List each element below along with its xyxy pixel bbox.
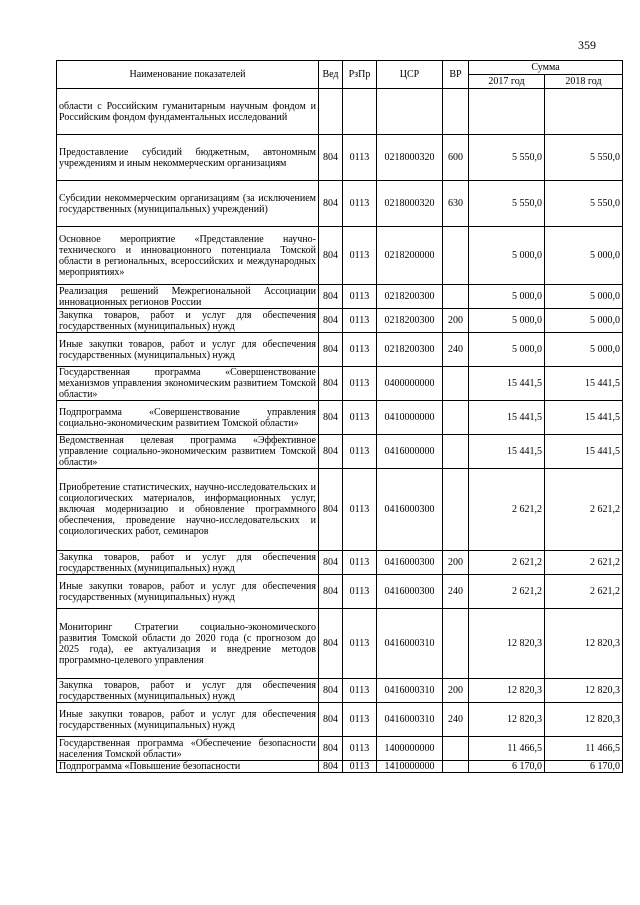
- row-2017-cell: 15 441,5: [469, 435, 545, 469]
- row-2017-cell: 2 621,2: [469, 551, 545, 575]
- row-csr-cell: 0416000310: [377, 679, 443, 703]
- row-rzpr-cell: 0113: [343, 679, 377, 703]
- row-2018-cell: 5 550,0: [545, 135, 623, 181]
- row-name-cell: Закупка товаров, работ и услуг для обеспечения государственных (муниципальных) нужд: [57, 309, 319, 333]
- row-ved-cell: 804: [319, 469, 343, 551]
- row-2018-cell: 5 000,0: [545, 309, 623, 333]
- row-csr-cell: 0218200000: [377, 227, 443, 285]
- row-csr-cell: [377, 89, 443, 135]
- row-vr-cell: 600: [443, 135, 469, 181]
- row-rzpr-cell: 0113: [343, 575, 377, 609]
- row-rzpr-cell: 0113: [343, 367, 377, 401]
- row-2018-cell: 15 441,5: [545, 367, 623, 401]
- row-csr-cell: 0416000300: [377, 469, 443, 551]
- row-vr-cell: [443, 435, 469, 469]
- row-vr-cell: 240: [443, 703, 469, 737]
- row-ved-cell: 804: [319, 309, 343, 333]
- row-ved-cell: 804: [319, 181, 343, 227]
- row-rzpr-cell: [343, 89, 377, 135]
- row-name-cell: Государственная программа «Совершенствование механизмов управления экономическим развитием Томской области»: [57, 367, 319, 401]
- row-2017-cell: 5 000,0: [469, 285, 545, 309]
- header-year-2018: 2018 год: [545, 75, 623, 89]
- page-number: 359: [578, 38, 596, 52]
- row-vr-cell: [443, 285, 469, 309]
- table-row: [57, 227, 623, 285]
- row-vr-cell: 200: [443, 309, 469, 333]
- row-2018-cell: 12 820,3: [545, 679, 623, 703]
- table-row: [57, 367, 623, 401]
- row-ved-cell: 804: [319, 551, 343, 575]
- row-rzpr-cell: 0113: [343, 469, 377, 551]
- header-rzpr: РзПр: [343, 61, 377, 89]
- row-rzpr-cell: 0113: [343, 227, 377, 285]
- row-rzpr-cell: 0113: [343, 435, 377, 469]
- row-csr-cell: 1400000000: [377, 737, 443, 761]
- table-row: [57, 135, 623, 181]
- row-rzpr-cell: 0113: [343, 737, 377, 761]
- header-ved: Вед: [319, 61, 343, 89]
- row-2017-cell: 15 441,5: [469, 401, 545, 435]
- row-csr-cell: 0218200300: [377, 333, 443, 367]
- row-rzpr-cell: 0113: [343, 401, 377, 435]
- row-ved-cell: 804: [319, 575, 343, 609]
- row-2017-cell: 12 820,3: [469, 609, 545, 679]
- row-vr-cell: [443, 367, 469, 401]
- row-csr-cell: 0218000320: [377, 181, 443, 227]
- row-ved-cell: 804: [319, 285, 343, 309]
- row-2018-cell: 5 550,0: [545, 181, 623, 227]
- header-sum: Сумма: [469, 61, 623, 75]
- table-row: [57, 469, 623, 551]
- row-name-cell: Предоставление субсидий бюджетным, автономным учреждениям и иным некоммерческим организациям: [57, 135, 319, 181]
- row-vr-cell: 630: [443, 181, 469, 227]
- row-2017-cell: [469, 89, 545, 135]
- row-vr-cell: [443, 737, 469, 761]
- row-ved-cell: [319, 89, 343, 135]
- row-2017-cell: 6 170,0: [469, 761, 545, 773]
- row-name-cell: Ведомственная целевая программа «Эффективное управление социально-экономическим развитием Томской области»: [57, 435, 319, 469]
- row-2018-cell: [545, 89, 623, 135]
- row-ved-cell: 804: [319, 761, 343, 773]
- row-2017-cell: 5 000,0: [469, 309, 545, 333]
- table-row: [57, 181, 623, 227]
- row-csr-cell: 1410000000: [377, 761, 443, 773]
- header-vr: ВР: [443, 61, 469, 89]
- row-vr-cell: 240: [443, 333, 469, 367]
- table-row: [57, 551, 623, 575]
- row-2017-cell: 5 550,0: [469, 181, 545, 227]
- row-vr-cell: [443, 401, 469, 435]
- table-row: [57, 333, 623, 367]
- row-ved-cell: 804: [319, 737, 343, 761]
- row-2017-cell: 2 621,2: [469, 575, 545, 609]
- row-vr-cell: [443, 609, 469, 679]
- row-name-cell: Иные закупки товаров, работ и услуг для обеспечения государственных (муниципальных) нужд: [57, 333, 319, 367]
- row-name-cell: Закупка товаров, работ и услуг для обеспечения государственных (муниципальных) нужд: [57, 679, 319, 703]
- row-2017-cell: 2 621,2: [469, 469, 545, 551]
- row-name-cell: Реализация решений Межрегиональной Ассоциации инновационных регионов России: [57, 285, 319, 309]
- row-csr-cell: 0218000320: [377, 135, 443, 181]
- row-ved-cell: 804: [319, 333, 343, 367]
- row-csr-cell: 0416000310: [377, 609, 443, 679]
- row-ved-cell: 804: [319, 227, 343, 285]
- row-name-cell: Основное мероприятие «Представление научно-технического и инновационного потенциала Томской области в региональных, всероссийских и международных мероприятиях»: [57, 227, 319, 285]
- table-row: [57, 401, 623, 435]
- row-name-cell: Подпрограмма «Совершенствование управления социально-экономическим развитием Томской области»: [57, 401, 319, 435]
- row-name-cell: области с Российским гуманитарным научным фондом и Российским фондом фундаментальных исследований: [57, 89, 319, 135]
- row-vr-cell: [443, 761, 469, 773]
- row-2018-cell: 12 820,3: [545, 609, 623, 679]
- row-2017-cell: 12 820,3: [469, 703, 545, 737]
- row-2018-cell: 11 466,5: [545, 737, 623, 761]
- row-ved-cell: 804: [319, 401, 343, 435]
- row-rzpr-cell: 0113: [343, 333, 377, 367]
- header-csr: ЦСР: [377, 61, 443, 89]
- row-rzpr-cell: 0113: [343, 285, 377, 309]
- row-2018-cell: 2 621,2: [545, 469, 623, 551]
- table-row: [57, 575, 623, 609]
- row-2018-cell: 5 000,0: [545, 227, 623, 285]
- row-ved-cell: 804: [319, 435, 343, 469]
- row-2017-cell: 12 820,3: [469, 679, 545, 703]
- row-name-cell: Иные закупки товаров, работ и услуг для обеспечения государственных (муниципальных) нужд: [57, 575, 319, 609]
- row-name-cell: Субсидии некоммерческим организациям (за исключением государственных (муниципальных) учреждений): [57, 181, 319, 227]
- row-csr-cell: 0410000000: [377, 401, 443, 435]
- budget-table: [56, 60, 623, 773]
- row-2018-cell: 15 441,5: [545, 435, 623, 469]
- row-name-cell: Иные закупки товаров, работ и услуг для обеспечения государственных (муниципальных) нужд: [57, 703, 319, 737]
- table-row: [57, 285, 623, 309]
- table-row: [57, 609, 623, 679]
- row-csr-cell: 0218200300: [377, 309, 443, 333]
- row-2018-cell: 2 621,2: [545, 551, 623, 575]
- row-name-cell: Мониторинг Стратегии социально-экономического развития Томской области до 2020 года (с прогнозом до 2025 года), ее актуализация и внедрение методов программно-целевого управления: [57, 609, 319, 679]
- row-csr-cell: 0416000300: [377, 575, 443, 609]
- row-csr-cell: 0400000000: [377, 367, 443, 401]
- row-rzpr-cell: 0113: [343, 181, 377, 227]
- row-2018-cell: 12 820,3: [545, 703, 623, 737]
- table-row: [57, 309, 623, 333]
- row-2017-cell: 5 000,0: [469, 333, 545, 367]
- row-ved-cell: 804: [319, 679, 343, 703]
- table-row: [57, 89, 623, 135]
- row-2017-cell: 11 466,5: [469, 737, 545, 761]
- row-csr-cell: 0416000310: [377, 703, 443, 737]
- row-name-cell: Государственная программа «Обеспечение безопасности населения Томской области»: [57, 737, 319, 761]
- row-vr-cell: [443, 89, 469, 135]
- row-2017-cell: 5 000,0: [469, 227, 545, 285]
- row-2017-cell: 5 550,0: [469, 135, 545, 181]
- header-year-2017: 2017 год: [469, 75, 545, 89]
- table-row: [57, 703, 623, 737]
- row-csr-cell: 0416000000: [377, 435, 443, 469]
- table-row: [57, 761, 623, 773]
- row-vr-cell: 200: [443, 551, 469, 575]
- row-ved-cell: 804: [319, 609, 343, 679]
- row-ved-cell: 804: [319, 135, 343, 181]
- row-rzpr-cell: 0113: [343, 761, 377, 773]
- row-rzpr-cell: 0113: [343, 703, 377, 737]
- row-2018-cell: 5 000,0: [545, 285, 623, 309]
- row-rzpr-cell: 0113: [343, 551, 377, 575]
- row-name-cell: Подпрограмма «Повышение безопасности: [57, 761, 319, 773]
- row-vr-cell: 240: [443, 575, 469, 609]
- row-2017-cell: 15 441,5: [469, 367, 545, 401]
- table-row: [57, 679, 623, 703]
- row-ved-cell: 804: [319, 367, 343, 401]
- header-name: Наименование показателей: [57, 61, 319, 89]
- table-row: [57, 737, 623, 761]
- row-2018-cell: 15 441,5: [545, 401, 623, 435]
- row-csr-cell: 0218200300: [377, 285, 443, 309]
- row-vr-cell: [443, 227, 469, 285]
- row-ved-cell: 804: [319, 703, 343, 737]
- row-rzpr-cell: 0113: [343, 135, 377, 181]
- table-row: [57, 435, 623, 469]
- row-csr-cell: 0416000300: [377, 551, 443, 575]
- row-2018-cell: 2 621,2: [545, 575, 623, 609]
- row-vr-cell: [443, 469, 469, 551]
- row-rzpr-cell: 0113: [343, 309, 377, 333]
- row-vr-cell: 200: [443, 679, 469, 703]
- row-rzpr-cell: 0113: [343, 609, 377, 679]
- row-name-cell: Закупка товаров, работ и услуг для обеспечения государственных (муниципальных) нужд: [57, 551, 319, 575]
- row-name-cell: Приобретение статистических, научно-исследовательских и социологических материалов, информационных услуг, включая модернизацию и обновление программного обеспечения, проведение научно-исследовательских и социологических работ, семинаров: [57, 469, 319, 551]
- row-2018-cell: 6 170,0: [545, 761, 623, 773]
- row-2018-cell: 5 000,0: [545, 333, 623, 367]
